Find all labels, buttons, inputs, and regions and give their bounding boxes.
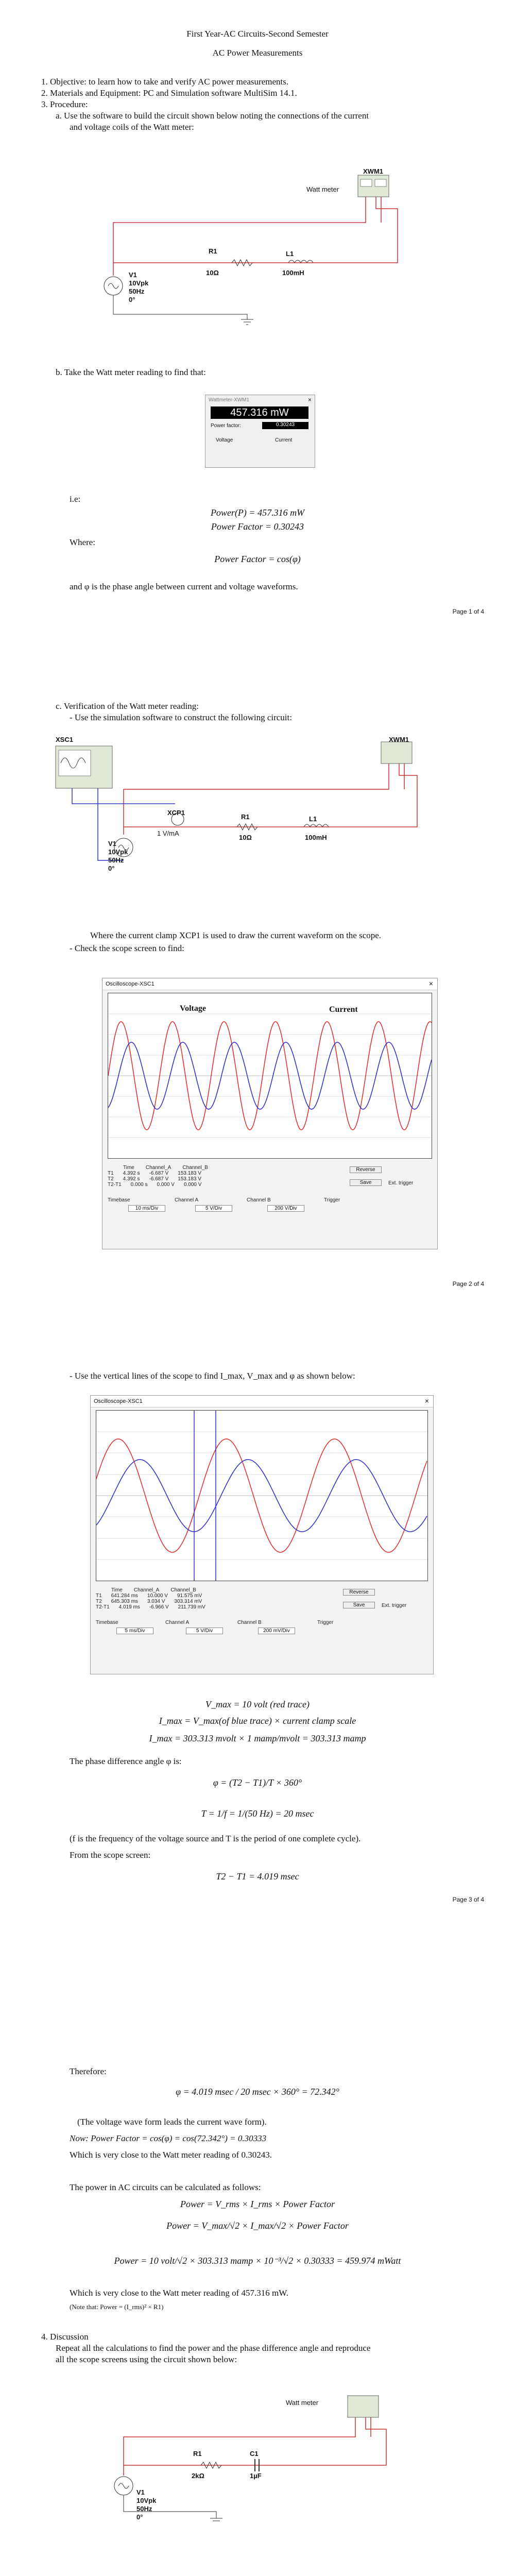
label-xcp1: XCP1	[167, 809, 185, 817]
row-label: T1	[108, 1171, 114, 1176]
row-label: T1	[96, 1593, 102, 1599]
equation: φ = (T2 − T1)/T × 360°	[213, 1777, 302, 1788]
equation: T2 − T1 = 4.019 msec	[216, 1871, 299, 1882]
list-item: - Use the simulation software to construct the following circuit:	[70, 713, 292, 722]
reverse-button[interactable]: Reverse	[350, 1166, 382, 1173]
close-text-2: Which is very close to the Watt meter reading of 457.316 mW.	[70, 2288, 288, 2298]
power-reading: 457.316 mW	[211, 406, 308, 419]
cell: 153.183 V	[178, 1171, 201, 1176]
doc-title: AC Power Measurements	[212, 48, 303, 58]
label-v1-phase: 0°	[129, 296, 135, 303]
equation: Power Factor = 0.30243	[211, 521, 304, 532]
trigger-label: Trigger	[317, 1620, 334, 1625]
cell: -6.687 V	[149, 1176, 169, 1182]
label-wattmeter: Watt meter	[286, 2399, 319, 2406]
label-c1-value: 1µF	[250, 2472, 262, 2480]
label-v1-amp: 10Vpk	[108, 848, 128, 856]
label-v1: V1	[108, 840, 116, 848]
cell: 0.000 V	[183, 1182, 202, 1188]
equation: Power Factor = cos(φ)	[214, 554, 301, 564]
list-item: c. Verification of the Watt meter reading:	[56, 701, 199, 711]
therefore-label: Therefore:	[70, 2066, 107, 2076]
voltage-label: Voltage	[216, 437, 233, 443]
page-number: Page 3 of 4	[452, 1896, 484, 1903]
list-item: - Check the scope screen to find:	[70, 943, 184, 953]
current-annotation: Current	[329, 1005, 358, 1014]
cell: 641.284 ms	[111, 1593, 138, 1599]
cell: 10.000 V	[147, 1593, 168, 1599]
label-l1: L1	[286, 250, 294, 258]
wattmeter-window[interactable]	[205, 395, 315, 468]
scope-screen	[96, 1410, 428, 1581]
equation: Power = 10 volt/√2 × 303.313 mamp × 10⁻³/√2 × 0.30333 = 459.974 mWatt	[114, 2256, 401, 2266]
label-r1-value: 10Ω	[206, 269, 219, 277]
xcp-description: Where the current clamp XCP1 is used to draw the current waveform on the scope.	[90, 930, 382, 940]
label-v1-phase: 0°	[108, 865, 115, 872]
label-xwm1: XWM1	[389, 736, 409, 743]
col-time: Time	[111, 1587, 123, 1593]
page-2	[0, 670, 515, 1303]
label-r1: R1	[193, 2450, 202, 2458]
cell: 4.392 s	[123, 1171, 140, 1176]
label-r1-value: 2kΩ	[192, 2472, 204, 2480]
window-title: Oscilloscope-XSC1	[102, 978, 437, 990]
wattmeter-title: Wattmeter-XWM1	[209, 397, 250, 403]
oscilloscope-window-1[interactable]	[102, 978, 438, 1249]
cell: 91.575 mV	[177, 1593, 202, 1599]
cell: 645.303 ms	[111, 1599, 138, 1604]
label-v1: V1	[136, 2488, 145, 2496]
phase-text: The phase difference angle φ is:	[70, 1756, 182, 1766]
list-item: 4. Discussion	[41, 2332, 89, 2342]
page-number: Page 1 of 4	[452, 608, 484, 615]
row-label: T2	[96, 1599, 102, 1604]
label-xcp1-scale: 1 V/mA	[157, 829, 179, 837]
from-scope-text: From the scope screen:	[70, 1850, 151, 1860]
page-4	[0, 2009, 515, 2576]
oscilloscope-window-2[interactable]	[90, 1395, 434, 1674]
where-label: Where:	[70, 537, 96, 547]
power-note: (Note that: Power = (I_rms)² × R1)	[70, 2303, 164, 2311]
channel-b-label: Channel B	[247, 1197, 271, 1203]
cell: 303.314 mV	[174, 1599, 202, 1604]
scope-screen	[108, 993, 432, 1159]
label-xwm1: XWM1	[363, 167, 383, 175]
cell: 153.183 V	[178, 1176, 201, 1182]
label-l1-value: 100mH	[282, 269, 304, 277]
pf-value: 0.30243	[262, 422, 308, 429]
ext-trigger-label: Ext. trigger	[388, 1180, 414, 1186]
leads-note: (The voltage wave form leads the current wave form).	[77, 2117, 267, 2127]
equation: V_max = 10 volt (red trace)	[205, 1699, 310, 1709]
label-l1-value: 100mH	[305, 834, 327, 841]
channel-b-label: Channel B	[237, 1620, 262, 1625]
equation: Power(P) = 457.316 mW	[210, 507, 305, 518]
equation: φ = 4.019 msec / 20 msec × 360° = 72.342°	[176, 2087, 339, 2097]
col-channel-b: Channel_B	[170, 1587, 196, 1593]
label-r1: R1	[241, 813, 250, 821]
row-label: T2	[108, 1176, 114, 1182]
current-label: Current	[275, 437, 293, 443]
cell: 4.019 ms	[118, 1604, 140, 1610]
label-v1-amp: 10Vpk	[136, 2497, 157, 2504]
circuit-diagram-2	[52, 732, 422, 886]
timebase-scale-input[interactable]: 10 ms/Div	[128, 1205, 165, 1212]
label-l1: L1	[309, 815, 317, 823]
timebase-scale-input[interactable]: 5 ms/Div	[116, 1628, 153, 1634]
col-channel-b: Channel_B	[182, 1165, 208, 1171]
close-icon[interactable]: ×	[424, 1397, 429, 1405]
trigger-label: Trigger	[324, 1197, 340, 1203]
channel-a-scale-input[interactable]: 5 V/Div	[186, 1628, 223, 1634]
row-label: T2-T1	[108, 1182, 122, 1188]
power-text: The power in AC circuits can be calculated as follows:	[70, 2182, 261, 2192]
equation: Power = V_max/√2 × I_max/√2 × Power Factor	[166, 2221, 349, 2231]
save-button[interactable]: Save	[343, 1602, 375, 1608]
cell: -6.966 V	[149, 1604, 169, 1610]
phi-description: and φ is the phase angle between current and voltage waveforms.	[70, 582, 298, 591]
close-text-1: Which is very close to the Watt meter reading of 0.30243.	[70, 2150, 272, 2160]
cell: 4.392 s	[123, 1176, 140, 1182]
equation: I_max = V_max(of blue trace) × current clamp scale	[159, 1716, 356, 1726]
timebase-label: Timebase	[96, 1620, 118, 1625]
measurement-table	[96, 1587, 317, 1610]
label-r1: R1	[209, 247, 217, 255]
channel-a-label: Channel A	[165, 1620, 190, 1625]
voltage-annotation: Voltage	[180, 1004, 206, 1013]
page-1	[0, 0, 515, 634]
close-icon[interactable]: ×	[428, 979, 433, 988]
channel-b-scale-input[interactable]: 200 mV/Div	[258, 1628, 295, 1634]
reverse-button[interactable]: Reverse	[343, 1589, 375, 1596]
cell: 211.739 mV	[178, 1604, 205, 1610]
ext-trigger-label: Ext. trigger	[382, 1603, 407, 1608]
equation: T = 1/f = 1/(50 Hz) = 20 msec	[201, 1808, 314, 1819]
list-item: b. Take the Watt meter reading to find that:	[56, 367, 206, 377]
list-item: Repeat all the calculations to find the power and the phase difference angle and reproduce	[56, 2343, 371, 2353]
channel-a-scale-input[interactable]: 5 V/Div	[195, 1205, 232, 1212]
equation: I_max = 303.313 mvolt × 1 mamp/mvolt = 303.313 mamp	[149, 1733, 366, 1743]
label-v1-freq: 50Hz	[129, 287, 145, 295]
measurement-table	[108, 1165, 324, 1188]
channel-a-label: Channel A	[175, 1197, 199, 1203]
list-item: 2. Materials and Equipment: PC and Simulation software MultiSim 14.1.	[41, 88, 297, 98]
label-r1-value: 10Ω	[239, 834, 252, 841]
equation: Power = V_rms × I_rms × Power Factor	[180, 2199, 335, 2209]
cell: 0.000 V	[157, 1182, 175, 1188]
label-v1: V1	[129, 271, 137, 279]
list-item: 1. Objective: to learn how to take and verify AC power measurements.	[41, 77, 289, 87]
window-title: Oscilloscope-XSC1	[91, 1396, 433, 1408]
channel-b-scale-input[interactable]: 200 V/Div	[267, 1205, 304, 1212]
list-item: a. Use the software to build the circuit shown below noting the connections of the current	[56, 111, 369, 121]
page-3	[0, 1340, 515, 1973]
list-item: all the scope screens using the circuit shown below:	[56, 2354, 237, 2364]
page-number: Page 2 of 4	[452, 1280, 484, 1287]
timebase-label: Timebase	[108, 1197, 130, 1203]
course-title: First Year-AC Circuits-Second Semester	[186, 29, 329, 39]
label-v1-phase: 0°	[136, 2513, 143, 2521]
close-icon[interactable]: ×	[307, 396, 312, 403]
label-v1-freq: 50Hz	[136, 2505, 152, 2513]
cell: 3.034 V	[147, 1599, 165, 1604]
label-xsc1: XSC1	[56, 736, 73, 743]
row-label: T2-T1	[96, 1604, 110, 1610]
col-channel-a: Channel_A	[133, 1587, 160, 1593]
save-button[interactable]: Save	[350, 1179, 382, 1186]
label-wattmeter: Watt meter	[306, 185, 339, 193]
frequency-note: (f is the frequency of the voltage source and T is the period of one complete cycle).	[70, 1834, 361, 1843]
list-item: and voltage coils of the Watt meter:	[70, 122, 194, 132]
list-item: 3. Procedure:	[41, 99, 88, 109]
cell: -6.687 V	[149, 1171, 169, 1176]
label-c1: C1	[250, 2450, 259, 2458]
col-channel-a: Channel_A	[145, 1165, 171, 1171]
list-item: - Use the vertical lines of the scope to find I_max, V_max and φ as shown below:	[70, 1371, 355, 1381]
ie-label: i.e:	[70, 494, 81, 504]
col-time: Time	[123, 1165, 134, 1171]
pf-equation: Now: Power Factor = cos(φ) = cos(72.342°) = 0.30333	[70, 2133, 267, 2143]
circuit-diagram-1	[93, 165, 412, 340]
cell: 0.000 s	[130, 1182, 148, 1188]
label-v1-freq: 50Hz	[108, 856, 124, 864]
pf-label: Power factor:	[211, 423, 241, 429]
label-v1-amp: 10Vpk	[129, 279, 149, 287]
